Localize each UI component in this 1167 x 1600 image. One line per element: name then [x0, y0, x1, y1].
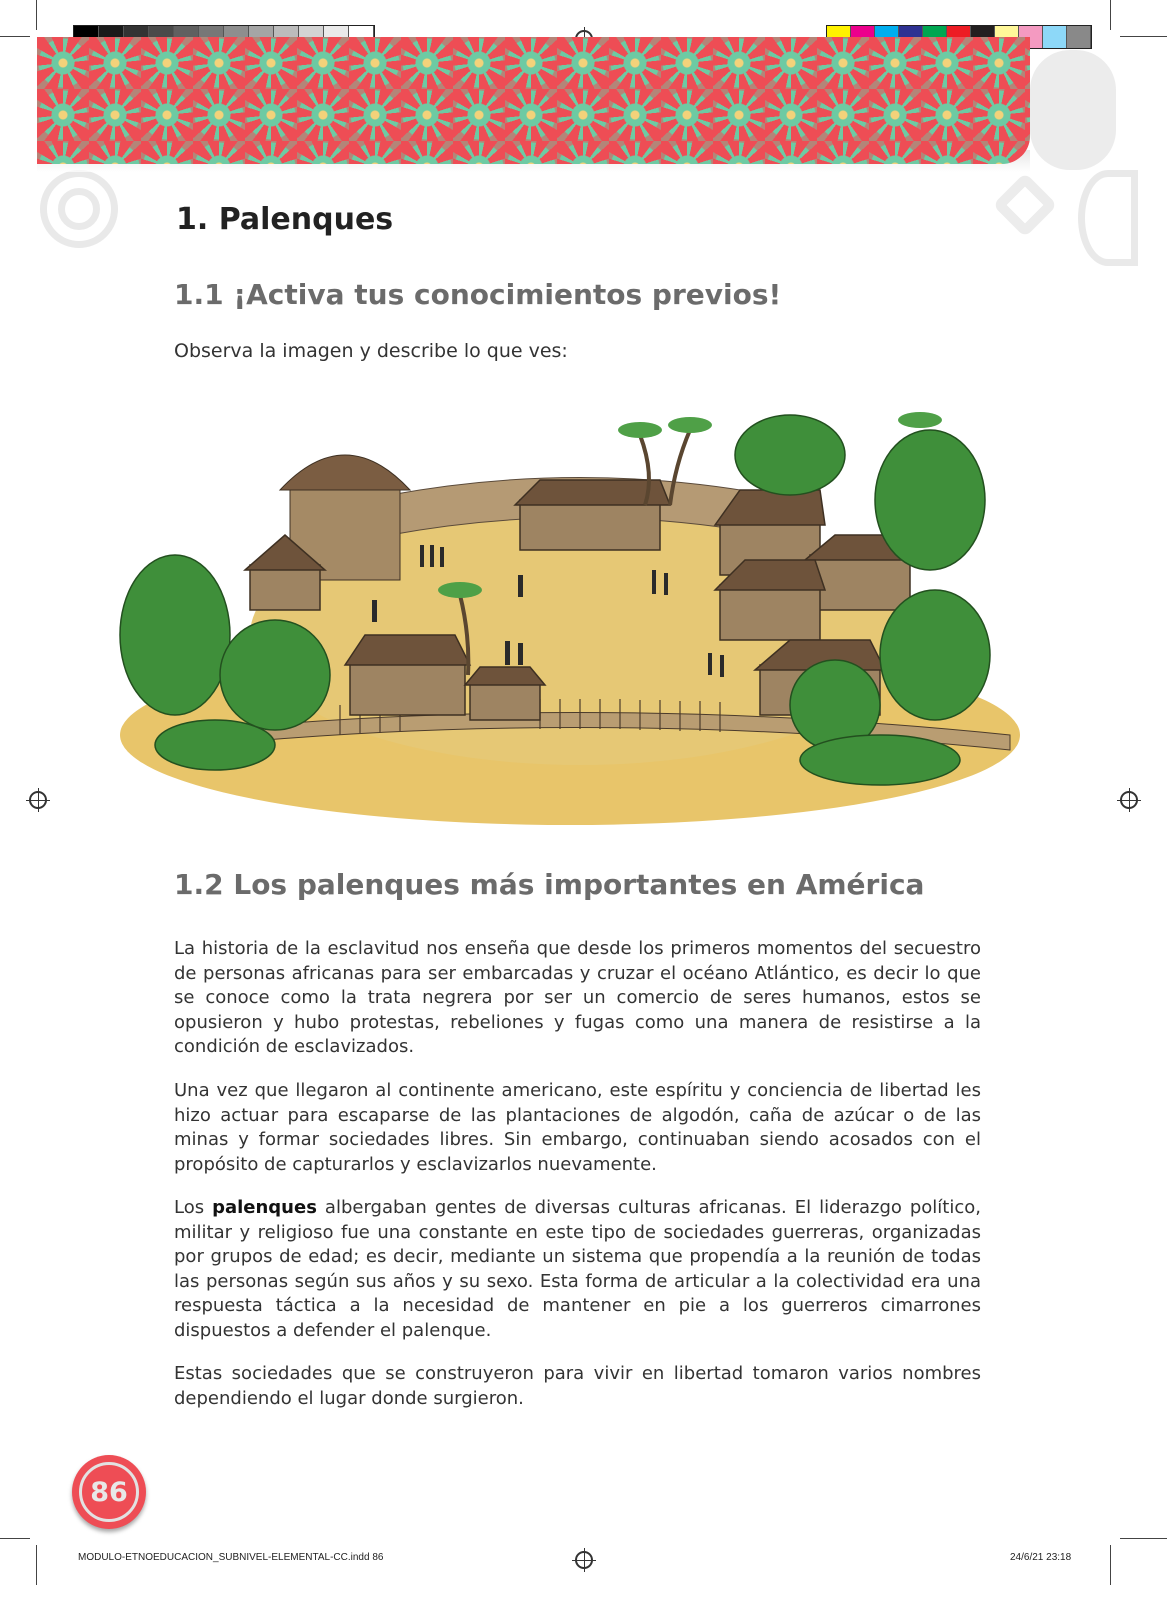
body-paragraph: La historia de la esclavitud nos enseña que desde los primeros momentos del secuestro de personas africanas para ser embarcadas y cruzar el océano Atlántico, es decir lo que se conoce como la trata negrera por ser un comercio de seres humanos, estos se opusieron y hubo protestas, rebeliones y fugas como una manera de resistirse a la condición de esclavizados.: [174, 938, 981, 1057]
page-title: 1. Palenques: [176, 202, 394, 237]
section-heading-1-2: 1.2 Los palenques más importantes en América: [174, 868, 925, 901]
page-number: 86: [90, 1476, 128, 1508]
swirl-decoration-icon: [58, 188, 100, 230]
file-slug: MODULO-ETNOEDUCACION_SUBNIVEL-ELEMENTAL-CC.indd 86: [78, 1552, 384, 1563]
diamond-decoration-icon: [992, 172, 1057, 237]
crop-mark: [0, 1538, 30, 1539]
header-pattern-banner: [37, 37, 1030, 164]
crop-mark: [1110, 1545, 1111, 1585]
activity-prompt: Observa la imagen y describe lo que ves:: [174, 340, 568, 362]
crop-mark: [1120, 1538, 1167, 1539]
crop-mark: [1110, 0, 1111, 30]
body-paragraph: Estas sociedades que se construyeron para vivir en libertad tomaron varios nombres dependiendo el lugar donde surgieron.: [174, 1363, 981, 1409]
swirl-decoration-icon: [1078, 170, 1138, 266]
registration-mark-icon: [29, 791, 47, 809]
body-paragraph: [174, 1196, 981, 1343]
crop-mark: [36, 0, 37, 30]
crop-mark: [0, 36, 30, 37]
section-heading-1-1: 1.1 ¡Activa tus conocimientos previos!: [174, 278, 782, 311]
paragraph-text: albergaban gentes de diversas culturas africanas. El liderazgo político, militar y religioso fue una constante en este tipo de sociedades guerreras, organizadas por grupos de edad; es decir, mediante un sistema que propendía a la reunión de todas las personas según sus años y su sexo. Esta forma de articular a la colectividad era una respuesta táctica a la necesidad de mantener en pie a los guerreros cimarrones dispuestos a defender el palenque.: [174, 1197, 981, 1341]
print-timestamp: 24/6/21 23:18: [1010, 1552, 1072, 1563]
body-paragraph: Una vez que llegaron al continente americano, este espíritu y conciencia de libertad les hizo actuar para escaparse de las plantaciones de algodón, caña de azúcar o de las minas y formar sociedades libres. Sin embargo, continuaban siendo acosados con el propósito de capturarlos y esclavizarlos nuevamente.: [174, 1080, 981, 1175]
registration-mark-icon: [575, 1551, 593, 1569]
crop-mark: [1120, 36, 1167, 37]
palenque-village-illustration: [100, 405, 1052, 830]
page-number-badge: [72, 1455, 146, 1529]
sun-decoration-icon: [1030, 50, 1116, 170]
keyword-palenques: palenques: [212, 1197, 317, 1218]
crop-mark: [36, 1545, 37, 1585]
registration-mark-icon: [1120, 791, 1138, 809]
paragraph-text: Los: [174, 1197, 213, 1218]
